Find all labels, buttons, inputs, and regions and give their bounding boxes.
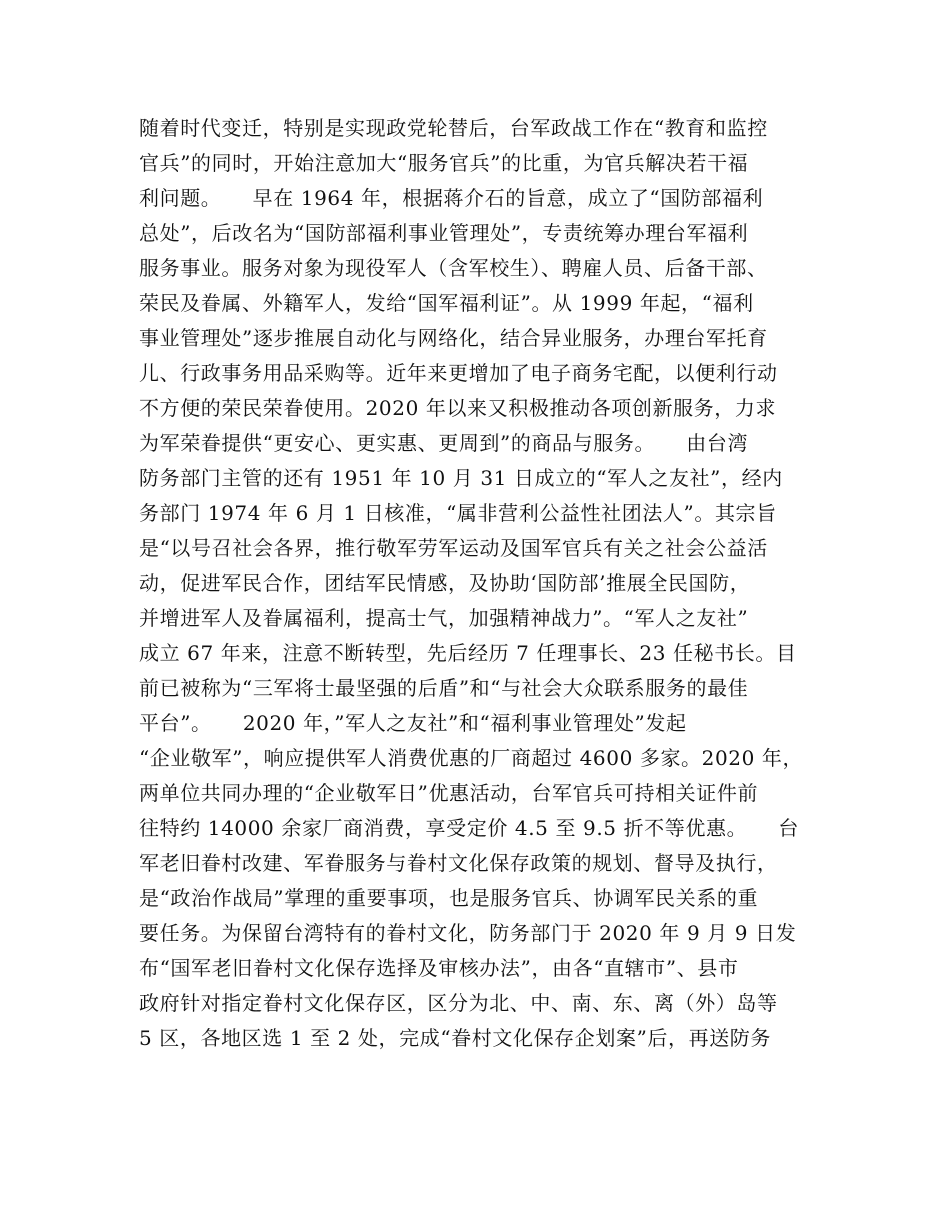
text-line: 儿、行政事务用品采购等。近年来更增加了电子商务宅配，以便利行动 bbox=[139, 361, 778, 385]
text-line: 利问题。 早在 1964 年，根据蒋介石的旨意，成立了“国防部福利 bbox=[139, 186, 764, 210]
text-line: 为军荣眷提供“更安心、更实惠、更周到”的商品与服务。 由台湾 bbox=[139, 431, 749, 455]
text-line: 平台”。 2020 年，”军人之友社”和“福利事业管理处”发起 bbox=[139, 711, 687, 735]
text-line: 服务事业。服务对象为现役军人（含军校生）、聘雇人员、后备干部、 bbox=[139, 256, 768, 280]
text-line: 动，促进军民合作，团结军民情感，及协助‘国防部’推展全民国防， bbox=[139, 571, 751, 595]
text-line: “企业敬军”，响应提供军人消费优惠的厂商超过 4600 多家。2020 年， bbox=[139, 746, 804, 770]
text-line: 布“国军老旧眷村文化保存选择及审核办法”，由各“直辖市”、县市 bbox=[139, 956, 739, 980]
text-line: 是“政治作战局”掌理的重要事项，也是服务官兵、协调军民关系的重 bbox=[139, 886, 759, 910]
text-line: 成立 67 年来，注意不断转型，先后经历 7 任理事长、23 任秘书长。目 bbox=[139, 641, 797, 665]
text-line: 军老旧眷村改建、军眷服务与眷村文化保存政策的规划、督导及执行， bbox=[139, 851, 778, 875]
text-line: 是“以号召社会各界，推行敬军劳军运动及国军官兵有关之社会公益活 bbox=[139, 536, 768, 560]
text-line: 两单位共同办理的“企业敬军日”优惠活动，台军官兵可持相关证件前 bbox=[139, 781, 759, 805]
text-line: 政府针对指定眷村文化保存区，区分为北、中、南、东、离（外）岛等 bbox=[139, 991, 778, 1015]
text-line: 官兵”的同时，开始注意加大“服务官兵”的比重，为官兵解决若干福 bbox=[139, 151, 749, 175]
text-line: 不方便的荣民荣眷使用。2020 年以来又积极推动各项创新服务，力求 bbox=[139, 396, 777, 420]
text-line: 事业管理处”逐步推展自动化与网络化，结合异业服务，办理台军托育 bbox=[139, 326, 768, 350]
text-line: 务部门 1974 年 6 月 1 日核准，“属非营利公益性社团法人”。其宗旨 bbox=[139, 501, 777, 525]
text-line: 防务部门主管的还有 1951 年 10 月 31 日成立的“军人之友社”，经内 bbox=[139, 466, 783, 490]
text-line: 总处”，后改名为“国防部福利事业管理处”，专责统筹办理台军福利 bbox=[139, 221, 749, 245]
text-line: 随着时代变迁，特别是实现政党轮替后，台军政战工作在“教育和监控 bbox=[139, 116, 768, 140]
text-line: 前已被称为“三军将士最坚强的后盾”和“与社会大众联系服务的最佳 bbox=[139, 676, 749, 700]
text-line: 荣民及眷属、外籍军人，发给“国军福利证”。从 1999 年起，“福利 bbox=[139, 291, 754, 315]
text-line: 并增进军人及眷属福利，提高士气，加强精神战力”。“军人之友社” bbox=[139, 606, 749, 630]
text-line: 要任务。为保留台湾特有的眷村文化，防务部门于 2020 年 9 月 9 日发 bbox=[139, 921, 797, 945]
text-line: 5 区，各地区选 1 至 2 处，完成“眷村文化保存企划案”后，再送防务 bbox=[139, 1026, 772, 1050]
body-paragraph bbox=[139, 111, 839, 1056]
text-line: 往特约 14000 余家厂商消费，享受定价 4.5 至 9.5 折不等优惠。 台 bbox=[139, 816, 799, 840]
